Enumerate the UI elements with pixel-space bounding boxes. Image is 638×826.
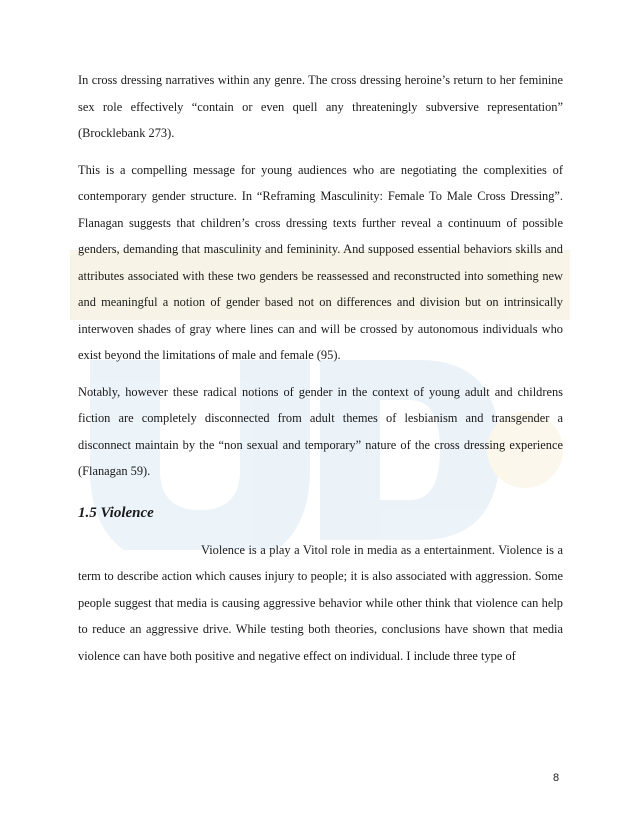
paragraph-cross-dressing-intro: In cross dressing narratives within any genre. The cross dressing heroine’s return to her feminine sex role effectively “contain or even quell any threateningly subversive representation” (Brocklebank 273). (78, 73, 563, 140)
paragraph-radical-notions: Notably, however these radical notions of gender in the context of young adult and childrens fiction are completely disconnected from adult themes of lesbianism and transgender a disconnect maintain by the “non sexual and temporary” nature of the cross dressing experience (Flanagan 59). (78, 384, 563, 478)
section-heading: 1.5 Violence (78, 504, 154, 521)
document-page (78, 67, 563, 669)
paragraph-compelling-message: This is a compelling message for young audiences who are negotiating the complexities of contemporary gender structure. In “Reframing Masculinity: Female To Male Cross Dressing”. Flanagan suggests that children’s cross dressing texts further reveal a continuum of possible genders, demanding that masculinity and femininity. And supposed essential behaviors skills and attributes associated with these two genders be reassessed and reconstructed into something new and meaningful a notion of gender based not on differences and division but on intrinsically interwoven shades of gray where lines can and will be crossed by autonomous individuals who exist beyond the limitations of male and female (95). (78, 162, 563, 362)
paragraph-violence: Violence is a play a Vitol role in media as a entertainment. Violence is a term to describe action which causes injury to people; it is also associated with aggression. Some people suggest that media is causing aggressive behavior while other think that violence can help to reduce an aggressive drive. While testing both theories, conclusions have shown that media violence can have both positive and negative effect on individual. I include three type of (78, 542, 563, 663)
page-number: 8 (553, 772, 560, 784)
